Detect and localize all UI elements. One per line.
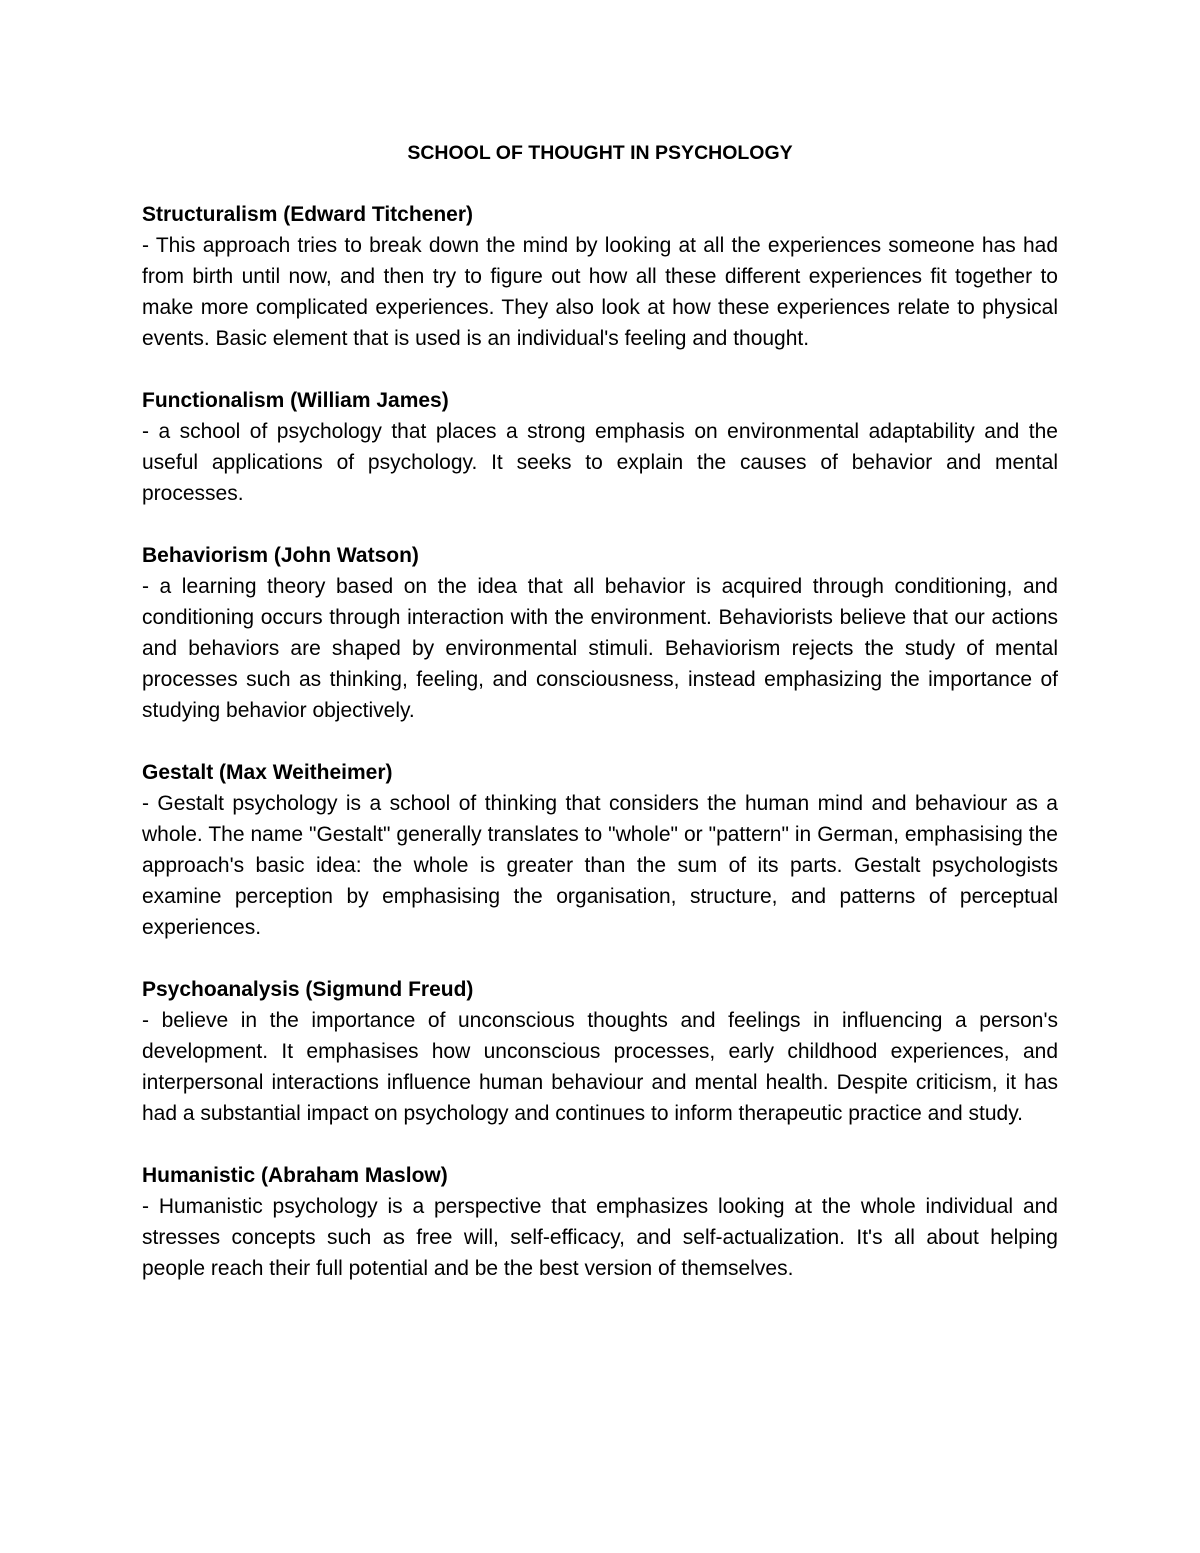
section-functionalism <box>142 385 1058 509</box>
section-behaviorism <box>142 540 1058 726</box>
document-title: SCHOOL OF THOUGHT IN PSYCHOLOGY <box>407 142 793 164</box>
section-body: - This approach tries to break down the mind by looking at all the experiences someone has had from birth until now, and then try to figure out how all these different experiences fit together to make more complicated experiences. They also look at how these experiences relate to physical events. Basic element that is used is an individual's feeling and thought. <box>142 234 1058 350</box>
section-body: - believe in the importance of unconscious thoughts and feelings in influencing a person's development. It emphasises how unconscious processes, early childhood experiences, and interpersonal interactions influence human behaviour and mental health. Despite criticism, it has had a substantial impact on psychology and continues to inform therapeutic practice and study. <box>142 1009 1058 1125</box>
section-heading: Gestalt (Max Weitheimer) <box>142 761 393 784</box>
section-body: - a learning theory based on the idea that all behavior is acquired through conditioning, and conditioning occurs through interaction with the environment. Behaviorists believe that our actions and behaviors are shaped by environmental stimuli. Behaviorism rejects the study of mental processes such as thinking, feeling, and consciousness, instead emphasizing the importance of studying behavior objectively. <box>142 575 1058 722</box>
section-heading: Psychoanalysis (Sigmund Freud) <box>142 978 474 1001</box>
section-heading: Humanistic (Abraham Maslow) <box>142 1164 448 1187</box>
document-page <box>142 138 1058 1315</box>
section-gestalt <box>142 757 1058 943</box>
section-heading: Functionalism (William James) <box>142 389 449 412</box>
section-heading: Behaviorism (John Watson) <box>142 544 419 567</box>
section-humanistic <box>142 1160 1058 1284</box>
section-structuralism <box>142 199 1058 354</box>
section-body: - Gestalt psychology is a school of thinking that considers the human mind and behaviour as a whole. The name "Gestalt" generally translates to "whole" or "pattern" in German, emphasising the approach's basic idea: the whole is greater than the sum of its parts. Gestalt psychologists examine perception by emphasising the organisation, structure, and patterns of perceptual experiences. <box>142 792 1058 939</box>
section-body: - a school of psychology that places a strong emphasis on environmental adaptability and the useful applications of psychology. It seeks to explain the causes of behavior and mental processes. <box>142 420 1058 505</box>
section-heading: Structuralism (Edward Titchener) <box>142 203 474 226</box>
section-psychoanalysis <box>142 974 1058 1129</box>
section-body: - Humanistic psychology is a perspective that emphasizes looking at the whole individual and stresses concepts such as free will, self-efficacy, and self-actualization. It's all about helping people reach their full potential and be the best version of themselves. <box>142 1195 1058 1280</box>
